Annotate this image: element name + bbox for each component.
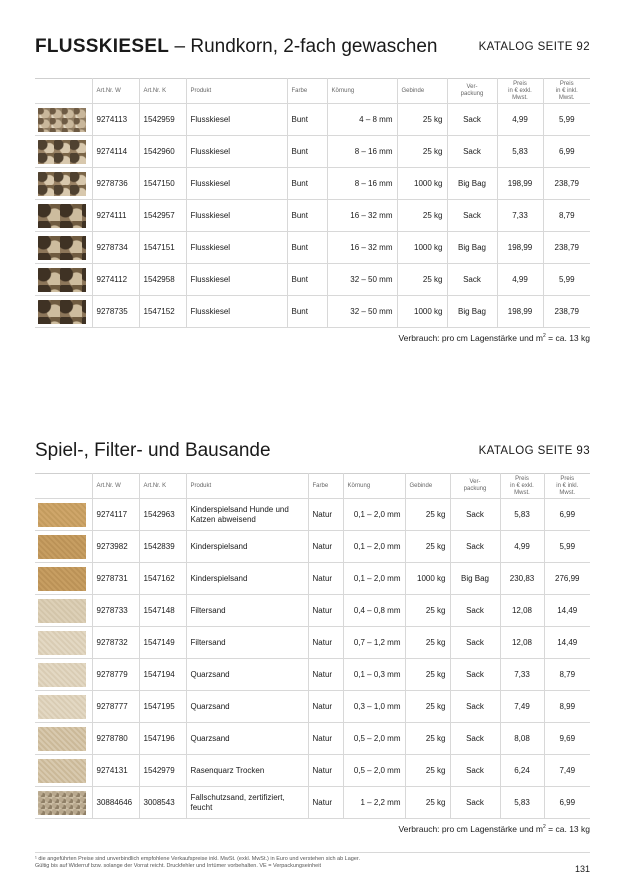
cell-verpackung: Sack: [450, 659, 500, 691]
cell-farbe: Bunt: [287, 232, 327, 264]
header-col-preis-exkl: Preis in € exkl. Mwst.: [500, 474, 544, 499]
cell-art-nr-k: 1542839: [139, 531, 186, 563]
cell-koernung: 0,1 – 2,0 mm: [343, 563, 405, 595]
table-row: [35, 723, 590, 755]
header-col-verpackung: Ver- packung: [447, 79, 497, 104]
cell-koernung: 1 – 2,2 mm: [343, 787, 405, 819]
cell-art-nr-w: 9278777: [92, 691, 139, 723]
cell-art-nr-w: 9274131: [92, 755, 139, 787]
cell-preis-inkl: 7,49: [544, 755, 590, 787]
cell-verpackung: Sack: [450, 627, 500, 659]
product-image-cell: [35, 755, 92, 787]
cell-preis-exkl: 198,99: [497, 168, 543, 200]
cell-art-nr-w: 9274117: [92, 499, 139, 531]
table-row: [35, 563, 590, 595]
product-image: [38, 727, 86, 751]
cell-produkt: Flusskiesel: [186, 264, 287, 296]
table-row: [35, 659, 590, 691]
cell-gebinde: 25 kg: [405, 787, 450, 819]
product-image: [38, 791, 86, 815]
cell-verpackung: Sack: [447, 136, 497, 168]
cell-produkt: Flusskiesel: [186, 104, 287, 136]
cell-verpackung: Sack: [450, 531, 500, 563]
cell-farbe: Natur: [308, 787, 343, 819]
cell-koernung: 0,1 – 2,0 mm: [343, 531, 405, 563]
product-image: [38, 631, 86, 655]
cell-art-nr-k: 1542957: [139, 200, 186, 232]
page-number: 131: [574, 864, 590, 874]
cell-farbe: Bunt: [287, 296, 327, 328]
header-col-gebinde: Gebinde: [405, 474, 450, 499]
table-row: [35, 499, 590, 531]
cell-farbe: Natur: [308, 723, 343, 755]
cell-preis-exkl: 4,99: [500, 531, 544, 563]
cell-preis-inkl: 276,99: [544, 563, 590, 595]
header-col-art-k: Art.Nr. K: [139, 79, 186, 104]
cell-koernung: 8 – 16 mm: [327, 168, 397, 200]
header-col-gebinde: Gebinde: [397, 79, 447, 104]
cell-preis-exkl: 6,24: [500, 755, 544, 787]
cell-art-nr-w: 9278731: [92, 563, 139, 595]
product-image-cell: [35, 595, 92, 627]
header-col-swatch: [35, 79, 92, 104]
cell-produkt: Kinderspielsand: [186, 563, 308, 595]
table-row: [35, 787, 590, 819]
table-body: [35, 104, 590, 328]
header-col-farbe: Farbe: [287, 79, 327, 104]
product-image-cell: [35, 691, 92, 723]
cell-gebinde: 1000 kg: [397, 168, 447, 200]
cell-preis-exkl: 7,49: [500, 691, 544, 723]
cell-art-nr-w: 9278779: [92, 659, 139, 691]
footer-divider: [35, 852, 590, 853]
cell-preis-inkl: 238,79: [543, 296, 590, 328]
cell-produkt: Rasenquarz Trocken: [186, 755, 308, 787]
header-col-preis-inkl: Preis in € inkl. Mwst.: [544, 474, 590, 499]
product-image: [38, 567, 86, 591]
cell-verpackung: Sack: [447, 104, 497, 136]
table-row: [35, 595, 590, 627]
cell-preis-exkl: 12,08: [500, 595, 544, 627]
cell-gebinde: 25 kg: [405, 499, 450, 531]
cell-preis-inkl: 238,79: [543, 168, 590, 200]
table-header-row: [35, 79, 590, 104]
section-title: Spiel-, Filter- und Bausande: [35, 440, 271, 461]
table-row: [35, 691, 590, 723]
usage-text-end: = ca. 13 kg: [545, 333, 590, 343]
cell-produkt: Quarzsand: [186, 723, 308, 755]
cell-preis-inkl: 9,69: [544, 723, 590, 755]
cell-preis-exkl: 8,08: [500, 723, 544, 755]
section-sande: [35, 440, 590, 834]
cell-preis-exkl: 230,83: [500, 563, 544, 595]
product-image-cell: [35, 168, 92, 200]
cell-produkt: Flusskiesel: [186, 232, 287, 264]
footnote: [35, 856, 455, 870]
cell-preis-exkl: 4,99: [497, 104, 543, 136]
cell-preis-exkl: 12,08: [500, 627, 544, 659]
cell-preis-inkl: 6,99: [544, 499, 590, 531]
cell-koernung: 0,5 – 2,0 mm: [343, 755, 405, 787]
footnote-line-1: ¹ die angeführten Preise sind unverbindlich empfohlene Verkaufspreise inkl. MwSt. (exkl. MwSt.) in Euro und verstehen sich ab Lager.: [35, 856, 360, 862]
table-row: [35, 531, 590, 563]
cell-produkt: Flusskiesel: [186, 136, 287, 168]
usage-text: Verbrauch: pro cm Lagenstärke und m: [398, 824, 544, 834]
cell-farbe: Natur: [308, 595, 343, 627]
cell-art-nr-k: 1547195: [139, 691, 186, 723]
cell-art-nr-w: 9278734: [92, 232, 139, 264]
cell-koernung: 16 – 32 mm: [327, 200, 397, 232]
cell-koernung: 0,1 – 0,3 mm: [343, 659, 405, 691]
cell-koernung: 8 – 16 mm: [327, 136, 397, 168]
cell-produkt: Filtersand: [186, 627, 308, 659]
cell-preis-exkl: 198,99: [497, 232, 543, 264]
cell-preis-inkl: 5,99: [543, 104, 590, 136]
section-flusskiesel: [35, 36, 590, 343]
product-image: [38, 759, 86, 783]
cell-verpackung: Sack: [450, 787, 500, 819]
cell-preis-exkl: 4,99: [497, 264, 543, 296]
title-bold: FLUSSKIESEL: [35, 36, 170, 57]
cell-koernung: 0,5 – 2,0 mm: [343, 723, 405, 755]
cell-koernung: 0,4 – 0,8 mm: [343, 595, 405, 627]
cell-art-nr-k: 1547151: [139, 232, 186, 264]
cell-art-nr-k: 1547152: [139, 296, 186, 328]
product-image-cell: [35, 296, 92, 328]
cell-art-nr-k: 1547149: [139, 627, 186, 659]
product-image: [38, 663, 86, 687]
footnote-line-2: Gültig bis auf Widerruf bzw. solange der Vorrat reicht. Druckfehler und Irrtümer vorbehalten. VE = Verpackungseinheit: [35, 863, 321, 869]
cell-art-nr-k: 1547196: [139, 723, 186, 755]
product-image-cell: [35, 563, 92, 595]
cell-produkt: Filtersand: [186, 595, 308, 627]
cell-produkt: Flusskiesel: [186, 168, 287, 200]
cell-art-nr-k: 1542958: [139, 264, 186, 296]
cell-gebinde: 25 kg: [397, 200, 447, 232]
product-table: [35, 473, 590, 819]
cell-gebinde: 25 kg: [405, 755, 450, 787]
cell-art-nr-k: 3008543: [139, 787, 186, 819]
cell-art-nr-w: 9274114: [92, 136, 139, 168]
product-image-cell: [35, 232, 92, 264]
cell-koernung: 16 – 32 mm: [327, 232, 397, 264]
cell-art-nr-k: 1542960: [139, 136, 186, 168]
header-col-swatch: [35, 474, 92, 499]
cell-farbe: Bunt: [287, 136, 327, 168]
product-image: [38, 108, 86, 132]
cell-gebinde: 25 kg: [405, 627, 450, 659]
cell-koernung: 0,3 – 1,0 mm: [343, 691, 405, 723]
cell-art-nr-k: 1547194: [139, 659, 186, 691]
cell-preis-inkl: 14,49: [544, 595, 590, 627]
product-image-cell: [35, 264, 92, 296]
catalog-reference: KATALOG SEITE 93: [478, 445, 590, 457]
cell-preis-exkl: 198,99: [497, 296, 543, 328]
product-image: [38, 695, 86, 719]
cell-farbe: Bunt: [287, 200, 327, 232]
usage-text: Verbrauch: pro cm Lagenstärke und m: [398, 333, 544, 343]
cell-farbe: Natur: [308, 499, 343, 531]
cell-produkt: Fallschutzsand, zertifiziert, feucht: [186, 787, 308, 819]
product-image-cell: [35, 787, 92, 819]
cell-verpackung: Big Bag: [450, 563, 500, 595]
cell-preis-inkl: 238,79: [543, 232, 590, 264]
cell-koernung: 32 – 50 mm: [327, 296, 397, 328]
cell-art-nr-k: 1542963: [139, 499, 186, 531]
product-image: [38, 300, 86, 324]
cell-gebinde: 25 kg: [405, 691, 450, 723]
table-row: [35, 136, 590, 168]
cell-art-nr-k: 1542959: [139, 104, 186, 136]
cell-verpackung: Big Bag: [447, 168, 497, 200]
table-header-row: [35, 474, 590, 499]
table-row: [35, 627, 590, 659]
product-image-cell: [35, 723, 92, 755]
cell-art-nr-w: 9278732: [92, 627, 139, 659]
cell-verpackung: Sack: [450, 723, 500, 755]
cell-preis-inkl: 14,49: [544, 627, 590, 659]
usage-sup: 2: [543, 333, 546, 340]
cell-gebinde: 1000 kg: [397, 232, 447, 264]
cell-art-nr-w: 9274111: [92, 200, 139, 232]
header-col-produkt: Produkt: [186, 79, 287, 104]
product-table: [35, 78, 590, 328]
table-row: [35, 755, 590, 787]
table-row: [35, 296, 590, 328]
cell-verpackung: Big Bag: [447, 232, 497, 264]
header-col-koernung: Körnung: [343, 474, 405, 499]
product-image: [38, 535, 86, 559]
section-header: [35, 36, 590, 62]
product-image: [38, 268, 86, 292]
cell-preis-inkl: 8,79: [544, 659, 590, 691]
cell-farbe: Natur: [308, 659, 343, 691]
cell-preis-exkl: 5,83: [500, 787, 544, 819]
header-col-farbe: Farbe: [308, 474, 343, 499]
cell-gebinde: 25 kg: [397, 136, 447, 168]
cell-preis-exkl: 7,33: [500, 659, 544, 691]
cell-farbe: Bunt: [287, 264, 327, 296]
product-image-cell: [35, 200, 92, 232]
cell-koernung: 4 – 8 mm: [327, 104, 397, 136]
cell-produkt: Quarzsand: [186, 659, 308, 691]
cell-produkt: Kinderspielsand: [186, 531, 308, 563]
header-col-art-k: Art.Nr. K: [139, 474, 186, 499]
cell-art-nr-k: 1547162: [139, 563, 186, 595]
cell-koernung: 32 – 50 mm: [327, 264, 397, 296]
cell-preis-inkl: 8,99: [544, 691, 590, 723]
cell-art-nr-w: 9278733: [92, 595, 139, 627]
cell-verpackung: Sack: [447, 200, 497, 232]
product-image: [38, 140, 86, 164]
cell-produkt: Flusskiesel: [186, 200, 287, 232]
product-image: [38, 236, 86, 260]
table-row: [35, 264, 590, 296]
cell-gebinde: 25 kg: [405, 659, 450, 691]
cell-farbe: Bunt: [287, 104, 327, 136]
cell-gebinde: 1000 kg: [405, 563, 450, 595]
cell-gebinde: 1000 kg: [397, 296, 447, 328]
cell-farbe: Bunt: [287, 168, 327, 200]
cell-produkt: Kinderspielsand Hunde und Katzen abweisend: [186, 499, 308, 531]
table-row: [35, 104, 590, 136]
cell-art-nr-w: 9274112: [92, 264, 139, 296]
cell-produkt: Flusskiesel: [186, 296, 287, 328]
header-col-preis-exkl: Preis in € exkl. Mwst.: [497, 79, 543, 104]
cell-verpackung: Sack: [450, 755, 500, 787]
cell-art-nr-w: 9273982: [92, 531, 139, 563]
header-col-koernung: Körnung: [327, 79, 397, 104]
catalog-reference: KATALOG SEITE 92: [478, 41, 590, 53]
header-col-art-w: Art.Nr. W: [92, 474, 139, 499]
cell-farbe: Natur: [308, 531, 343, 563]
product-image: [38, 204, 86, 228]
cell-art-nr-k: 1547150: [139, 168, 186, 200]
cell-gebinde: 25 kg: [397, 264, 447, 296]
table-row: [35, 200, 590, 232]
cell-farbe: Natur: [308, 755, 343, 787]
table-row: [35, 232, 590, 264]
usage-text-end: = ca. 13 kg: [545, 824, 590, 834]
cell-preis-exkl: 7,33: [497, 200, 543, 232]
cell-gebinde: 25 kg: [405, 595, 450, 627]
product-image-cell: [35, 136, 92, 168]
cell-art-nr-w: 9278735: [92, 296, 139, 328]
cell-verpackung: Sack: [450, 691, 500, 723]
cell-gebinde: 25 kg: [397, 104, 447, 136]
product-image-cell: [35, 104, 92, 136]
table-body: [35, 499, 590, 819]
cell-preis-inkl: 5,99: [543, 264, 590, 296]
usage-note: [35, 824, 590, 834]
cell-farbe: Natur: [308, 691, 343, 723]
product-image-cell: [35, 659, 92, 691]
cell-preis-inkl: 5,99: [544, 531, 590, 563]
cell-art-nr-w: 9278780: [92, 723, 139, 755]
cell-gebinde: 25 kg: [405, 531, 450, 563]
cell-produkt: Quarzsand: [186, 691, 308, 723]
cell-preis-exkl: 5,83: [497, 136, 543, 168]
cell-art-nr-w: 9274113: [92, 104, 139, 136]
cell-preis-inkl: 8,79: [543, 200, 590, 232]
table-row: [35, 168, 590, 200]
title-rest: – Rundkorn, 2-fach gewaschen: [169, 36, 438, 57]
cell-preis-exkl: 5,83: [500, 499, 544, 531]
product-image-cell: [35, 531, 92, 563]
cell-preis-inkl: 6,99: [543, 136, 590, 168]
usage-note: [35, 333, 590, 343]
cell-art-nr-k: 1542979: [139, 755, 186, 787]
header-col-produkt: Produkt: [186, 474, 308, 499]
product-image-cell: [35, 499, 92, 531]
cell-koernung: 0,1 – 2,0 mm: [343, 499, 405, 531]
cell-preis-inkl: 6,99: [544, 787, 590, 819]
cell-art-nr-w: 30884646: [92, 787, 139, 819]
cell-verpackung: Sack: [447, 264, 497, 296]
cell-art-nr-k: 1547148: [139, 595, 186, 627]
cell-verpackung: Big Bag: [447, 296, 497, 328]
product-image: [38, 503, 86, 527]
header-col-preis-inkl: Preis in € inkl. Mwst.: [543, 79, 590, 104]
product-image: [38, 172, 86, 196]
product-image: [38, 599, 86, 623]
section-header: [35, 440, 590, 466]
header-col-art-w: Art.Nr. W: [92, 79, 139, 104]
cell-koernung: 0,7 – 1,2 mm: [343, 627, 405, 659]
cell-farbe: Natur: [308, 563, 343, 595]
cell-verpackung: Sack: [450, 499, 500, 531]
page-title: [35, 36, 438, 58]
cell-art-nr-w: 9278736: [92, 168, 139, 200]
cell-verpackung: Sack: [450, 595, 500, 627]
cell-farbe: Natur: [308, 627, 343, 659]
header-col-verpackung: Ver- packung: [450, 474, 500, 499]
cell-gebinde: 25 kg: [405, 723, 450, 755]
product-image-cell: [35, 627, 92, 659]
usage-sup: 2: [543, 824, 546, 831]
